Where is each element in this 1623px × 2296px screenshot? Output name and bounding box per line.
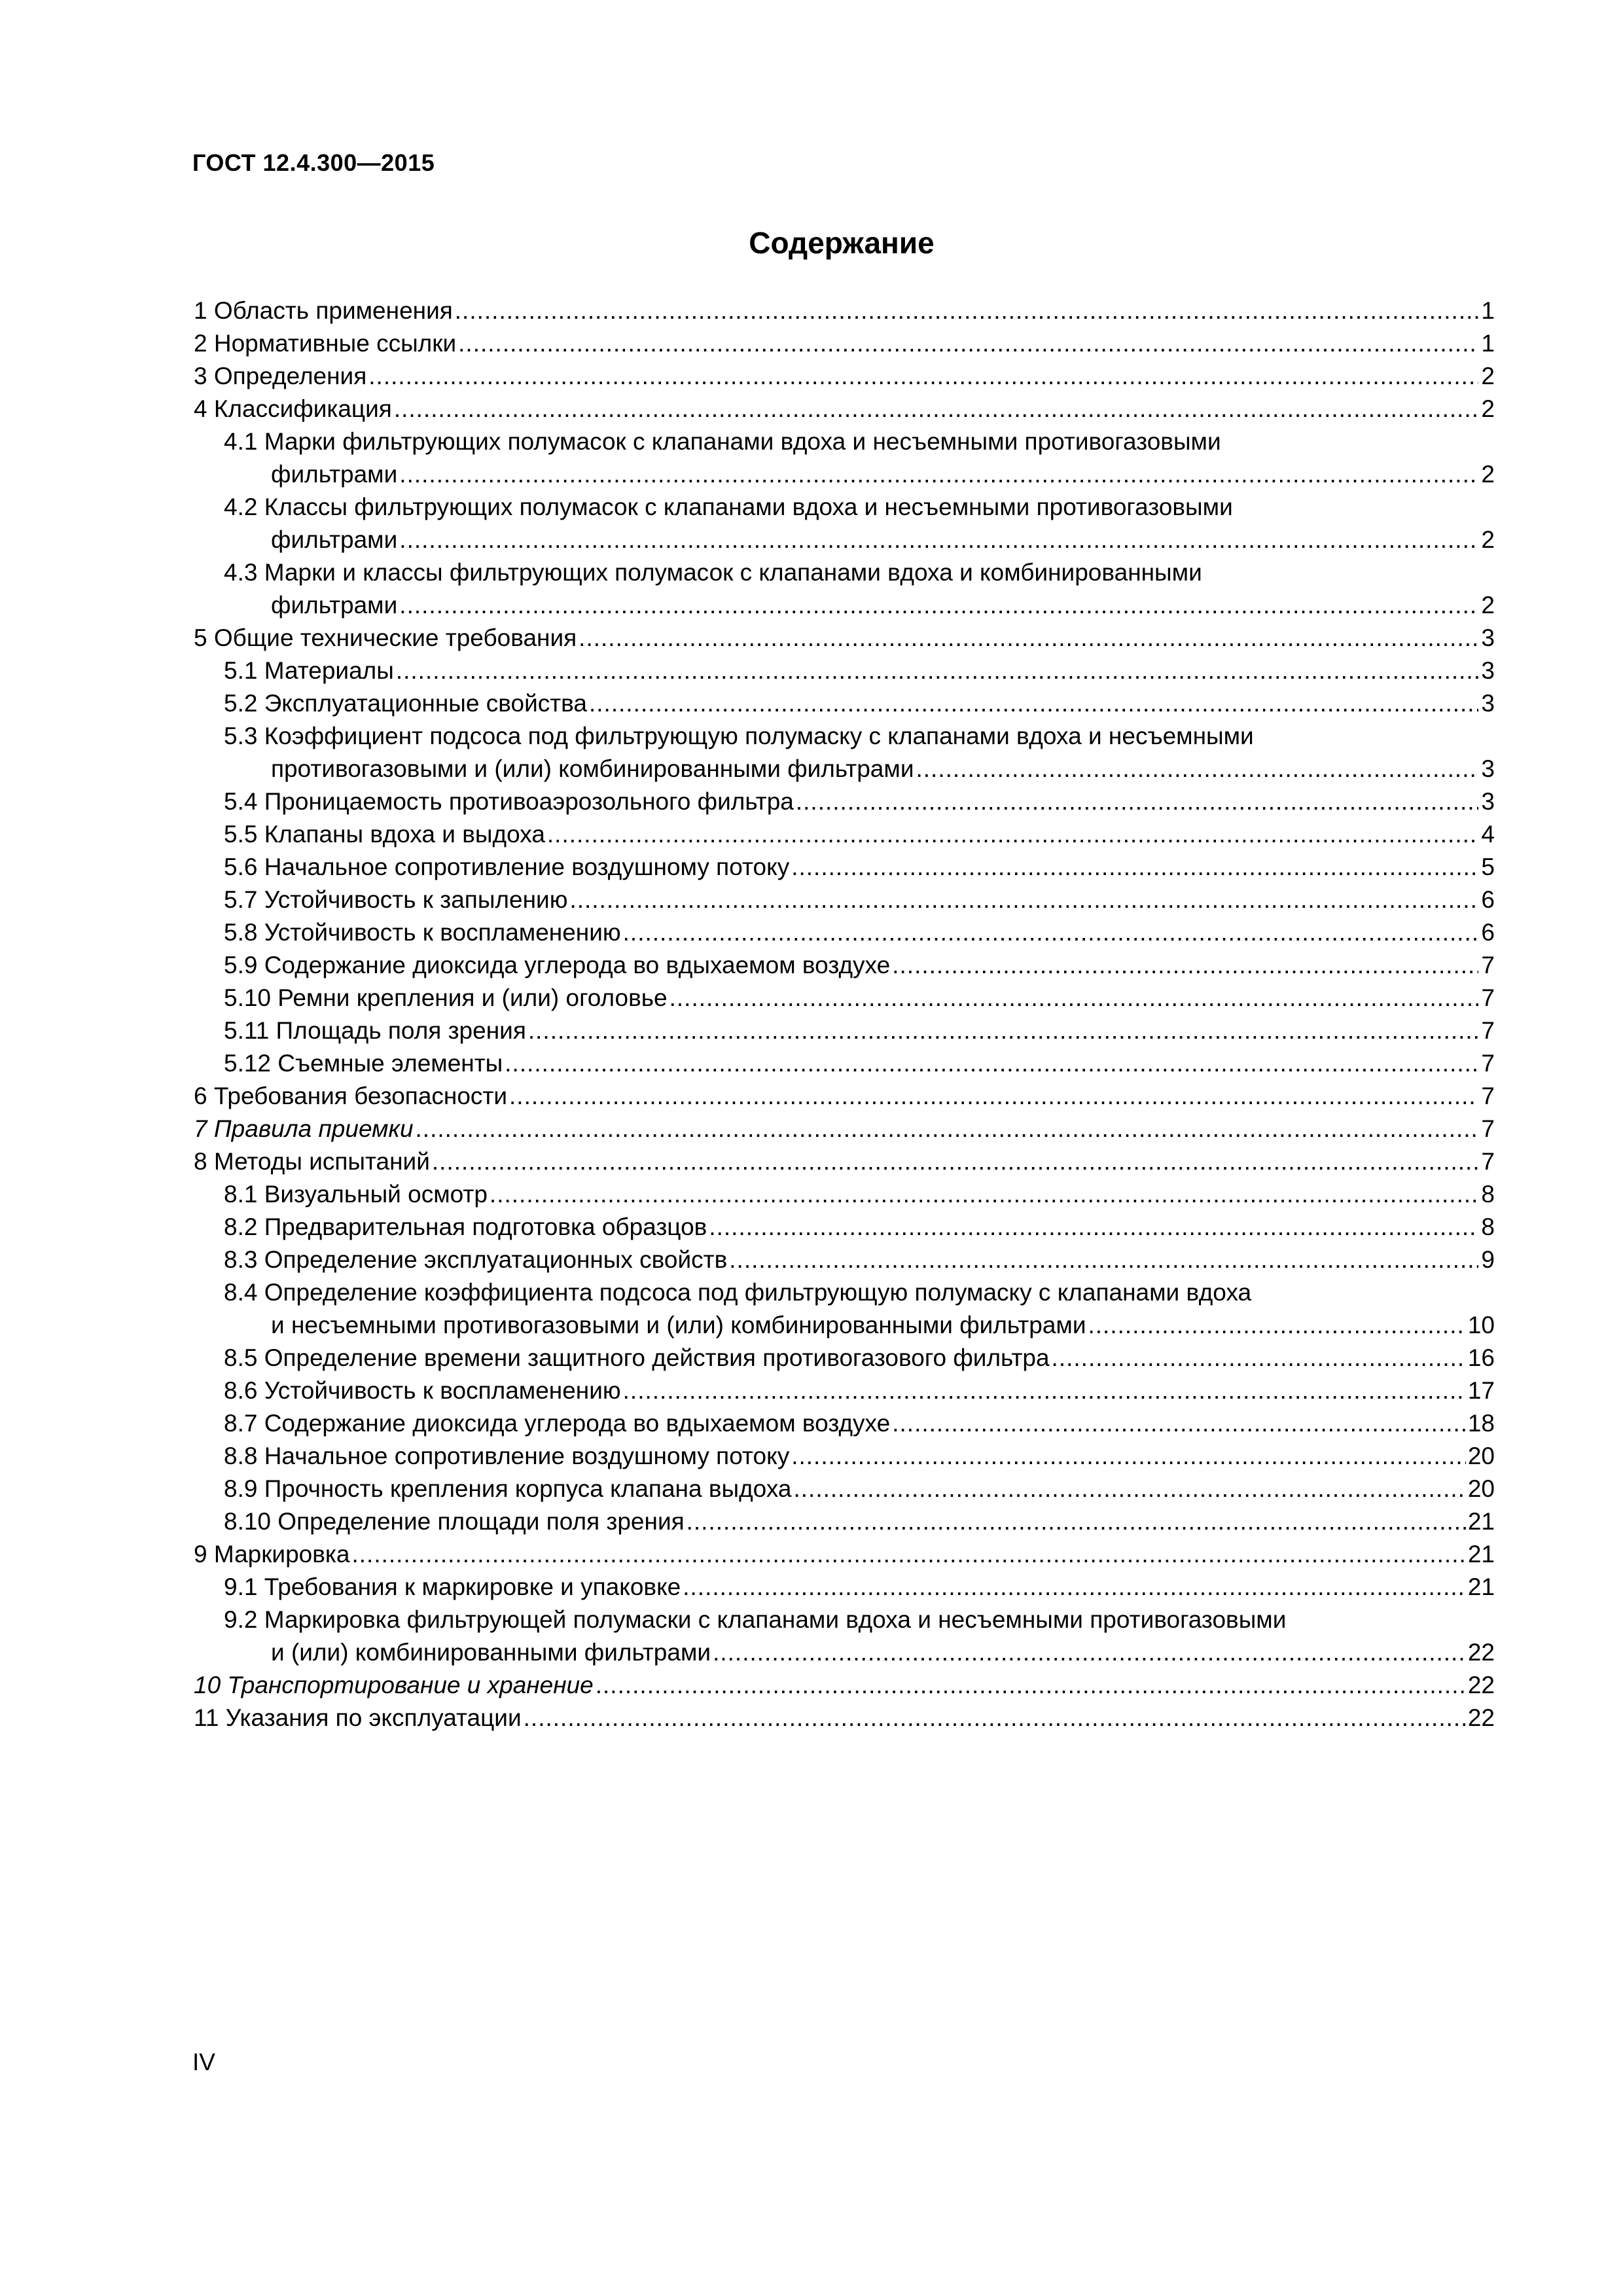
toc-page-number: 2 bbox=[1481, 526, 1495, 553]
toc-entry-title: 8.10 Определение площади поля зрения bbox=[224, 1508, 685, 1535]
toc-page-number: 17 bbox=[1467, 1377, 1495, 1404]
toc-entry-title: 5.3 Коэффициент подсоса под фильтрующую полумаску с клапанами вдоха и несъемными bbox=[224, 723, 1254, 749]
table-of-contents bbox=[194, 295, 1495, 1734]
toc-page-number: 18 bbox=[1467, 1410, 1495, 1437]
dot-leader bbox=[396, 655, 1478, 687]
dot-leader bbox=[793, 1473, 1465, 1505]
dot-leader bbox=[505, 1047, 1478, 1080]
toc-entry-title: 10 Транспортирование и хранение bbox=[194, 1672, 594, 1698]
toc-entry-title: 5.12 Съемные элементы bbox=[224, 1050, 503, 1077]
toc-entry-title: 8 Методы испытаний bbox=[194, 1148, 430, 1175]
toc-entry[interactable] bbox=[194, 1407, 1495, 1440]
toc-entry[interactable] bbox=[194, 720, 1495, 785]
toc-entry-title: 5.1 Материалы bbox=[224, 657, 394, 684]
dot-leader bbox=[892, 1407, 1466, 1440]
toc-entry-title: 5 Общие технические требования bbox=[194, 624, 577, 651]
toc-entry-title: фильтрами bbox=[271, 592, 398, 619]
toc-entry-title: 8.9 Прочность крепления корпуса клапана выдоха bbox=[224, 1475, 792, 1502]
toc-page-number: 10 bbox=[1467, 1312, 1495, 1338]
toc-entry[interactable] bbox=[194, 1571, 1495, 1604]
toc-entry[interactable] bbox=[194, 916, 1495, 949]
toc-entry-title: 11 Указания по эксплуатации bbox=[194, 1704, 522, 1731]
toc-page-number: 1 bbox=[1481, 297, 1495, 324]
toc-entry[interactable] bbox=[194, 687, 1495, 720]
toc-entry-title: 5.4 Проницаемость противоаэрозольного фильтра bbox=[224, 788, 794, 815]
toc-entry[interactable] bbox=[194, 1244, 1495, 1276]
toc-entry[interactable] bbox=[194, 360, 1495, 393]
toc-entry-title: 5.10 Ремни крепления и (или) оголовье bbox=[224, 984, 668, 1011]
toc-page-number: 21 bbox=[1467, 1541, 1495, 1568]
toc-page-number: 20 bbox=[1467, 1475, 1495, 1502]
toc-entry-title: 5.2 Эксплуатационные свойства bbox=[224, 690, 587, 717]
toc-entry-title: 2 Нормативные ссылки bbox=[194, 330, 457, 357]
dot-leader bbox=[458, 327, 1478, 360]
toc-entry[interactable] bbox=[194, 1342, 1495, 1374]
document-code: ГОСТ 12.4.300—2015 bbox=[192, 149, 435, 176]
toc-entry[interactable] bbox=[194, 556, 1495, 622]
toc-entry-title: 9.2 Маркировка фильтрующей полумаски с клапанами вдоха и несъемными противогазовыми bbox=[224, 1606, 1287, 1633]
toc-entry[interactable] bbox=[194, 884, 1495, 916]
dot-leader bbox=[455, 295, 1478, 327]
toc-entry[interactable] bbox=[194, 1702, 1495, 1734]
toc-entry[interactable] bbox=[194, 425, 1495, 491]
toc-entry-title: 4.1 Марки фильтрующих полумасок с клапанами вдоха и несъемными противогазовыми bbox=[224, 428, 1221, 455]
toc-entry-title: 5.8 Устойчивость к воспламенению bbox=[224, 919, 621, 946]
toc-entry-title: 7 Правила приемки bbox=[194, 1115, 414, 1142]
toc-entry[interactable] bbox=[194, 295, 1495, 327]
toc-page-number: 4 bbox=[1481, 821, 1495, 848]
dot-leader bbox=[623, 916, 1478, 949]
dot-leader bbox=[669, 982, 1478, 1014]
dot-leader bbox=[916, 753, 1479, 785]
toc-entry-title: 8.3 Определение эксплуатационных свойств bbox=[224, 1246, 728, 1273]
toc-page-number: 3 bbox=[1481, 657, 1495, 684]
dot-leader bbox=[399, 589, 1478, 622]
toc-entry[interactable] bbox=[194, 982, 1495, 1014]
toc-entry-title: 5.7 Устойчивость к запылению bbox=[224, 886, 568, 913]
dot-leader bbox=[432, 1145, 1478, 1178]
dot-leader bbox=[713, 1636, 1466, 1669]
toc-page-number: 5 bbox=[1481, 853, 1495, 880]
dot-leader bbox=[579, 622, 1478, 655]
dot-leader bbox=[416, 1113, 1478, 1145]
toc-entry-title: и (или) комбинированными фильтрами bbox=[271, 1639, 711, 1666]
toc-entry[interactable] bbox=[194, 1604, 1495, 1669]
toc-entry[interactable] bbox=[194, 655, 1495, 687]
dot-leader bbox=[1052, 1342, 1466, 1374]
toc-entry[interactable] bbox=[194, 1047, 1495, 1080]
toc-page-number: 22 bbox=[1467, 1672, 1495, 1698]
toc-entry-title: фильтрами bbox=[271, 461, 398, 488]
toc-page-number: 7 bbox=[1481, 1083, 1495, 1109]
toc-page-number: 6 bbox=[1481, 919, 1495, 946]
toc-page-number: 22 bbox=[1467, 1639, 1495, 1666]
toc-entry[interactable] bbox=[194, 1080, 1495, 1113]
toc-entry[interactable] bbox=[194, 622, 1495, 655]
dot-leader bbox=[524, 1702, 1466, 1734]
toc-entry[interactable] bbox=[194, 1473, 1495, 1505]
toc-entry-title: 1 Область применения bbox=[194, 297, 453, 324]
dot-leader bbox=[596, 1669, 1466, 1702]
toc-page-number: 16 bbox=[1467, 1344, 1495, 1371]
toc-entry-title: 8.2 Предварительная подготовка образцов bbox=[224, 1213, 707, 1240]
page-number: IV bbox=[192, 2049, 215, 2075]
toc-entry-title: 5.5 Клапаны вдоха и выдоха bbox=[224, 821, 545, 848]
toc-page-number: 7 bbox=[1481, 952, 1495, 978]
toc-entry[interactable] bbox=[194, 393, 1495, 425]
toc-page-number: 1 bbox=[1481, 330, 1495, 357]
toc-entry[interactable] bbox=[194, 1440, 1495, 1473]
dot-leader bbox=[547, 818, 1478, 851]
dot-leader bbox=[352, 1538, 1466, 1571]
toc-page-number: 2 bbox=[1481, 363, 1495, 389]
toc-entry-title: противогазовыми и (или) комбинированными фильтрами bbox=[271, 755, 914, 782]
toc-entry[interactable] bbox=[194, 785, 1495, 818]
dot-leader bbox=[687, 1505, 1466, 1538]
dot-leader bbox=[729, 1244, 1478, 1276]
toc-entry-title: 4.3 Марки и классы фильтрующих полумасок с клапанами вдоха и комбинированными bbox=[224, 559, 1202, 586]
dot-leader bbox=[569, 884, 1478, 916]
dot-leader bbox=[892, 949, 1478, 982]
dot-leader bbox=[709, 1211, 1478, 1244]
toc-page-number: 7 bbox=[1481, 1017, 1495, 1044]
dot-leader bbox=[623, 1374, 1466, 1407]
dot-leader bbox=[490, 1178, 1478, 1211]
toc-entry[interactable] bbox=[194, 1211, 1495, 1244]
toc-entry-title: 5.6 Начальное сопротивление воздушному потоку bbox=[224, 853, 790, 880]
toc-page-number: 3 bbox=[1481, 690, 1495, 717]
toc-entry-title: 8.1 Визуальный осмотр bbox=[224, 1181, 488, 1208]
toc-page-number: 3 bbox=[1481, 755, 1495, 782]
dot-leader bbox=[509, 1080, 1478, 1113]
dot-leader bbox=[796, 785, 1478, 818]
toc-entry[interactable] bbox=[194, 1145, 1495, 1178]
dot-leader bbox=[791, 851, 1478, 884]
toc-page-number: 7 bbox=[1481, 1050, 1495, 1077]
dot-leader bbox=[1088, 1309, 1466, 1342]
toc-entry[interactable] bbox=[194, 1014, 1495, 1047]
page-title: Содержание bbox=[749, 226, 935, 260]
toc-entry[interactable] bbox=[194, 491, 1495, 556]
toc-entry-title: и несъемными противогазовыми и (или) комбинированными фильтрами bbox=[271, 1312, 1086, 1338]
toc-entry-title: 3 Определения bbox=[194, 363, 367, 389]
toc-entry[interactable] bbox=[194, 1113, 1495, 1145]
toc-entry-title: 8.6 Устойчивость к воспламенению bbox=[224, 1377, 621, 1404]
toc-entry[interactable] bbox=[194, 1669, 1495, 1702]
dot-leader bbox=[368, 360, 1478, 393]
toc-entry-title: 4 Классификация bbox=[194, 395, 392, 422]
toc-entry[interactable] bbox=[194, 818, 1495, 851]
toc-page-number: 22 bbox=[1467, 1704, 1495, 1731]
toc-entry[interactable] bbox=[194, 949, 1495, 982]
toc-entry[interactable] bbox=[194, 1276, 1495, 1342]
toc-entry-title: 4.2 Классы фильтрующих полумасок с клапанами вдоха и несъемными противогазовыми bbox=[224, 493, 1233, 520]
toc-entry-title: 8.7 Содержание диоксида углерода во вдыхаемом воздухе bbox=[224, 1410, 891, 1437]
toc-entry[interactable] bbox=[194, 1505, 1495, 1538]
toc-page-number: 21 bbox=[1467, 1508, 1495, 1535]
toc-entry-title: 5.11 Площадь поля зрения bbox=[224, 1017, 526, 1044]
dot-leader bbox=[528, 1014, 1478, 1047]
toc-page-number: 7 bbox=[1481, 1115, 1495, 1142]
toc-page-number: 21 bbox=[1467, 1573, 1495, 1600]
toc-page-number: 7 bbox=[1481, 1148, 1495, 1175]
toc-page-number: 3 bbox=[1481, 624, 1495, 651]
toc-page-number: 9 bbox=[1481, 1246, 1495, 1273]
toc-entry[interactable] bbox=[194, 1178, 1495, 1211]
toc-entry[interactable] bbox=[194, 1374, 1495, 1407]
toc-page-number: 6 bbox=[1481, 886, 1495, 913]
toc-entry-title: 9 Маркировка bbox=[194, 1541, 350, 1568]
dot-leader bbox=[394, 393, 1478, 425]
toc-entry-title: 6 Требования безопасности bbox=[194, 1083, 508, 1109]
toc-entry-title: фильтрами bbox=[271, 526, 398, 553]
toc-page-number: 2 bbox=[1481, 395, 1495, 422]
toc-entry[interactable] bbox=[194, 851, 1495, 884]
toc-entry-title: 8.5 Определение времени защитного действия противогазового фильтра bbox=[224, 1344, 1050, 1371]
toc-page-number: 2 bbox=[1481, 592, 1495, 619]
toc-entry-title: 8.4 Определение коэффициента подсоса под фильтрующую полумаску с клапанами вдоха bbox=[224, 1279, 1252, 1306]
toc-page-number: 8 bbox=[1481, 1181, 1495, 1208]
toc-entry-title: 9.1 Требования к маркировке и упаковке bbox=[224, 1573, 681, 1600]
dot-leader bbox=[589, 687, 1478, 720]
toc-page-number: 7 bbox=[1481, 984, 1495, 1011]
toc-page-number: 20 bbox=[1467, 1443, 1495, 1469]
toc-page-number: 2 bbox=[1481, 461, 1495, 488]
toc-entry[interactable] bbox=[194, 1538, 1495, 1571]
dot-leader bbox=[683, 1571, 1466, 1604]
toc-entry-title: 8.8 Начальное сопротивление воздушному потоку bbox=[224, 1443, 790, 1469]
dot-leader bbox=[399, 524, 1478, 556]
dot-leader bbox=[399, 458, 1478, 491]
toc-entry-title: 5.9 Содержание диоксида углерода во вдыхаемом воздухе bbox=[224, 952, 891, 978]
dot-leader bbox=[791, 1440, 1466, 1473]
toc-page-number: 3 bbox=[1481, 788, 1495, 815]
toc-page-number: 8 bbox=[1481, 1213, 1495, 1240]
toc-entry[interactable] bbox=[194, 327, 1495, 360]
